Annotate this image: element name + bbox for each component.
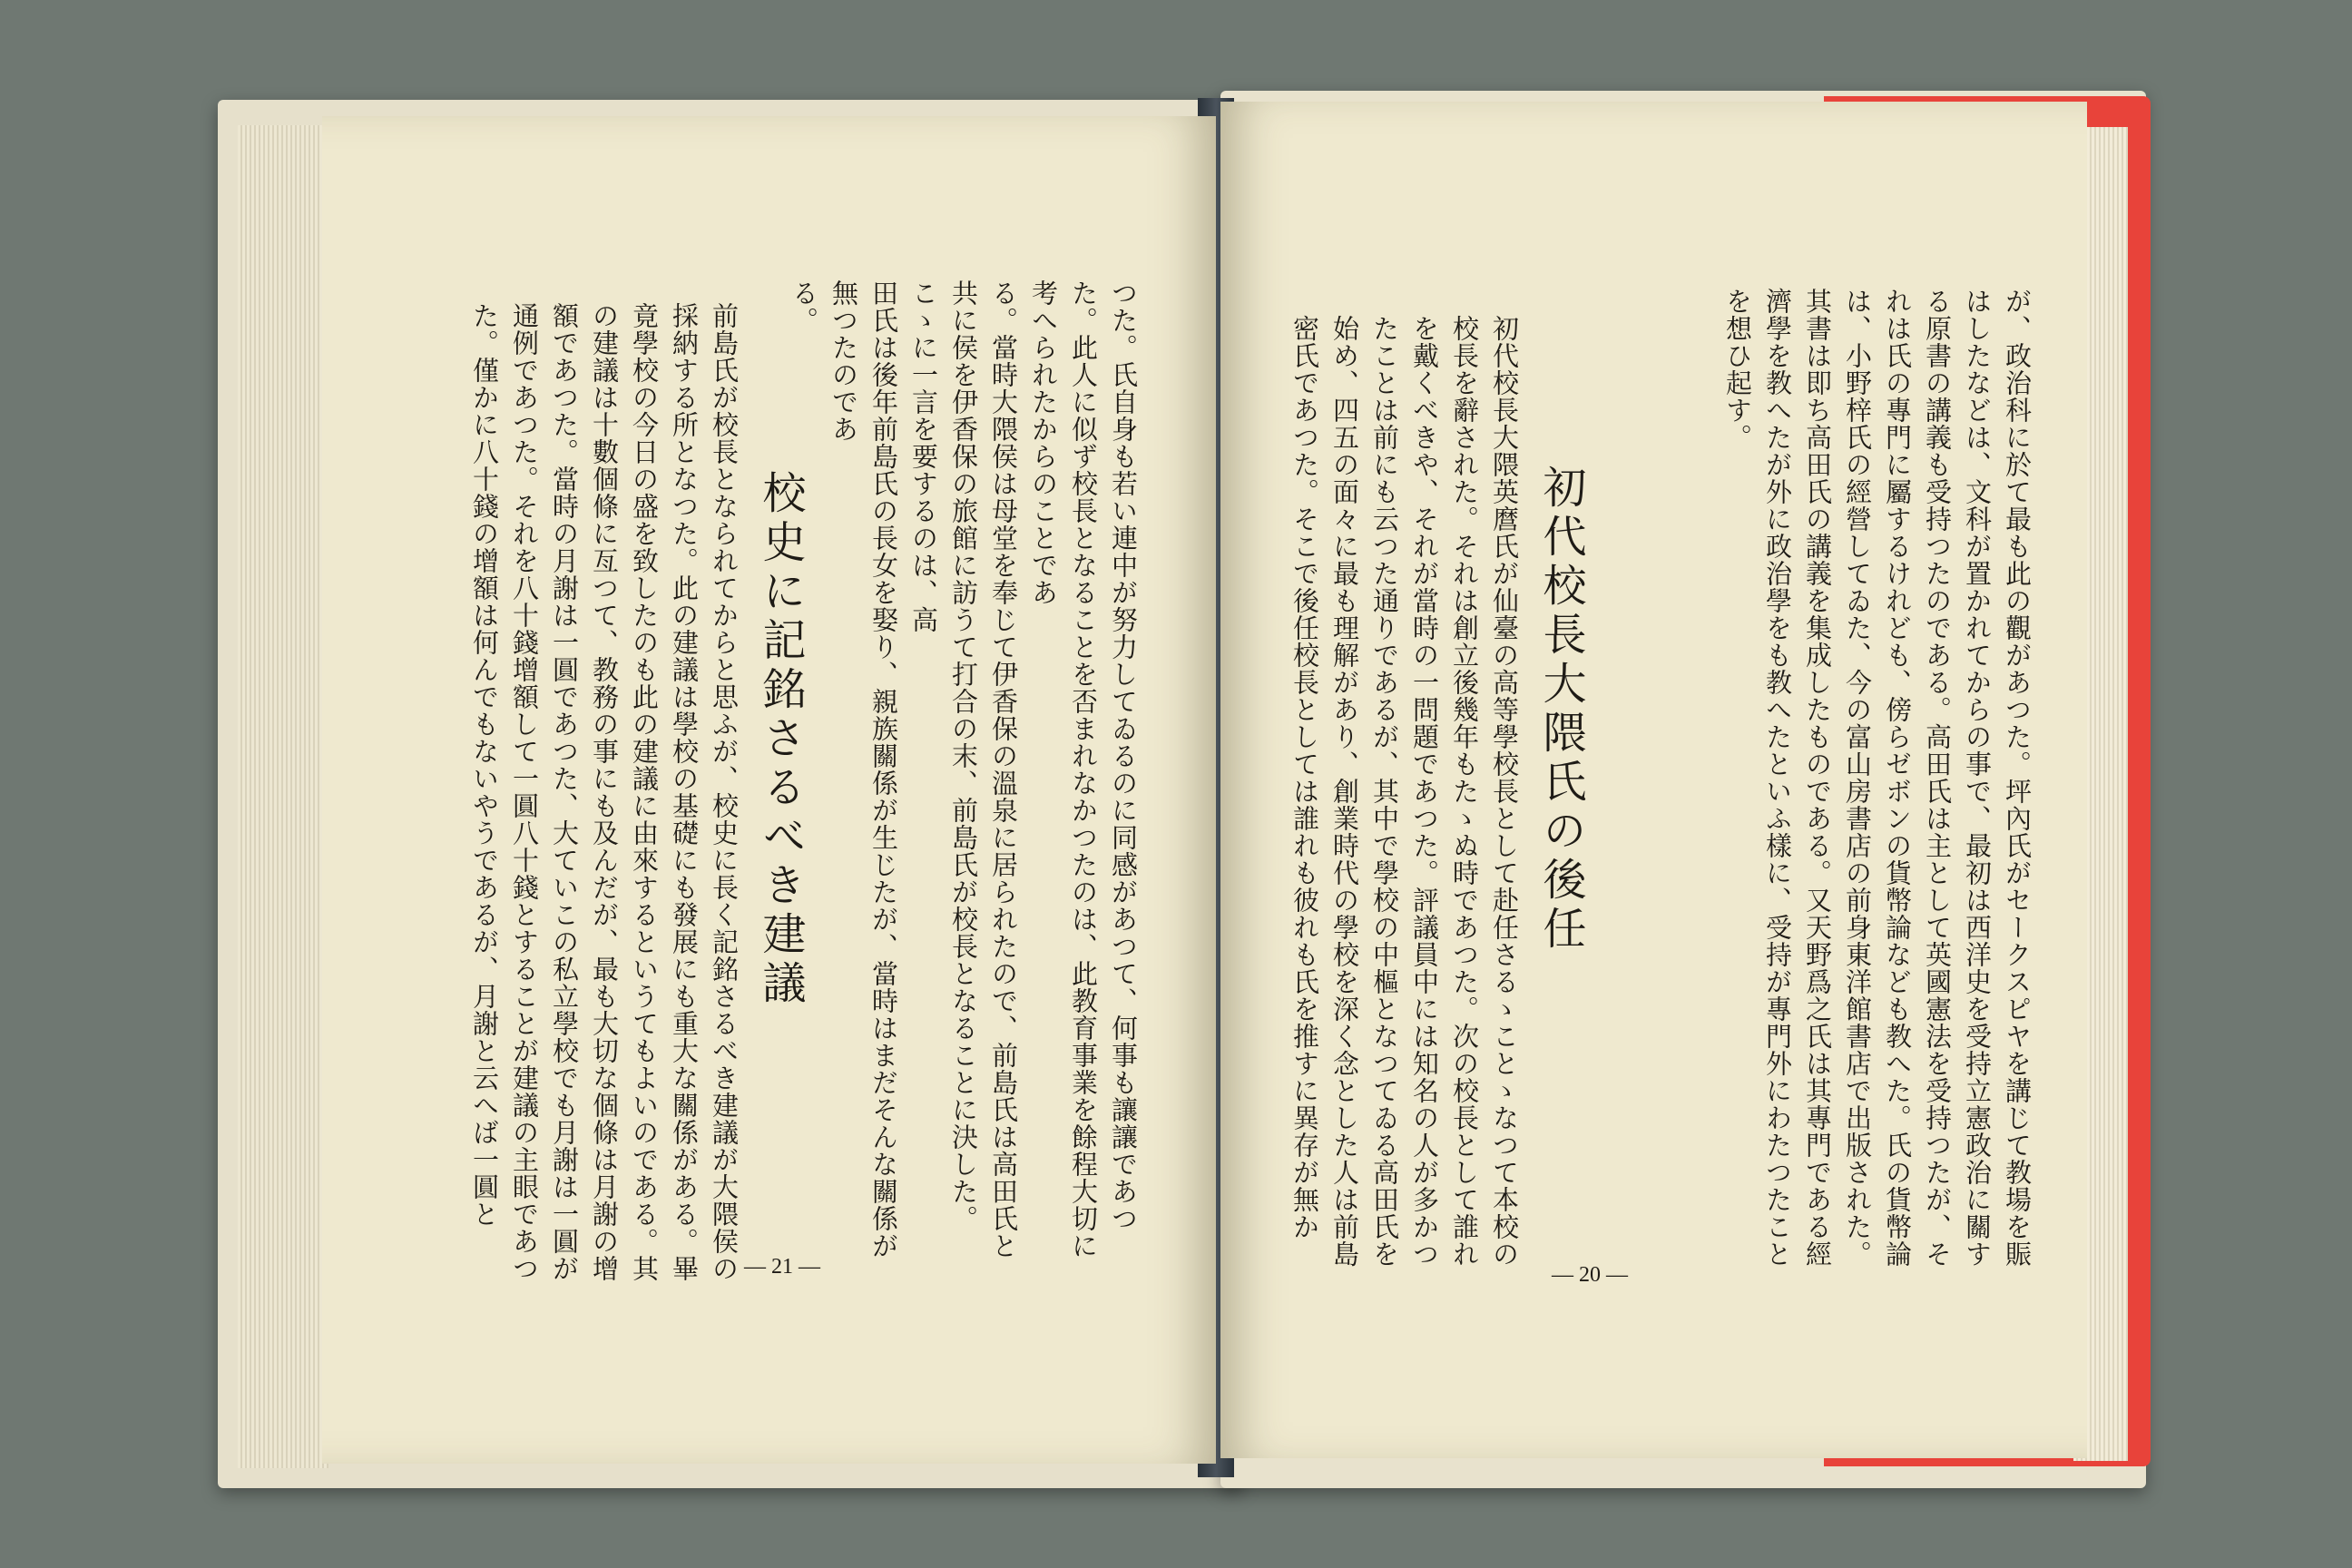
page-block-edge-left <box>238 125 328 1468</box>
left-column-1: つた。氏自身も若い連中が努力してゐるのに同感があつて、何事も讓讓であつた。此人に似ず校長となることを否まれなかつたのは、此教育事業を餘程大切に考へられたからのことであ <box>1028 279 1139 1259</box>
left-section-paragraph: 前島氏が校長となられてからと思ふが、校史に長く記銘さるべき建議が大隈侯の採納する所となつた。此の建議は學校の基礎にも發展にも重大な關係がある。畢竟學校の今日の盛を致したのも此の建議に由來するというてもよいのである。其の建議は十數個條に亙つて、教務の事にも及んだが、最も大切な個條は月謝の增額であつた。當時の月謝は一圓であつた、大ていこの私立學校でも月謝は一圓が通例であつた。それを八十錢增額して一圓八十錢とすることが建議の主眼であつた。僅かに八十錢の增額は何んでもないやうであるが、月謝と云へば一圓と <box>469 302 740 1282</box>
left-page-intro-text <box>784 279 1143 1278</box>
left-column-2: る。當時大隈侯は母堂を奉じて伊香保の溫泉に居られたので、前島氏は高田氏と共に侯を伊香保の旅館に訪うて打合の末、前島氏が校長となることに決した。こゝに一言を要するのは、高 <box>908 279 1019 1259</box>
page-20 <box>1220 102 2087 1458</box>
page-number-20: — 20 — <box>1552 1263 1628 1287</box>
page-21 <box>322 116 1216 1464</box>
left-page-section-text <box>469 302 744 1300</box>
page-number-21: — 21 — <box>744 1255 820 1279</box>
section-heading-left: 校史に記銘さるべき建議 <box>755 470 806 1009</box>
right-page-section-text: 初代校長大隈英麿氏が仙臺の高等學校長として赴任さるゝことゝなつて本校の校長を辭された。それは創立後幾年もたゝぬ時であつた。次の校長として誰れを戴くべきや、それが當時の一問題であつた。評議員中には知名の人が多かつたことは前にも云つた通りであるが、其中で學校の中樞となつてゐる高田氏を始め、四五の面々に最も理解があり、創業時代の學校を深く念とした人は前島密氏であつた。そこで後任校長としては誰れも彼れも氏を推すに異存が無か <box>1289 315 1520 1268</box>
left-column-4: る。 <box>789 279 819 334</box>
section-heading-right: 初代校長大隈氏の後任 <box>1535 465 1586 955</box>
right-page-top-text: が、政治科に於て最も此の觀があつた。坪內氏がセークスピヤを講じて教場を賑はしたなどは、文科が置かれてからの事で、最初は西洋史を受持立憲政治に關する原書の講義も受持つたのである。高田氏は主として英國憲法を受持つたが、それは氏の專門に屬するけれども、傍らゼボンの貨幣論なども教へた。氏の貨幣論は、小野梓氏の經營してゐた、今の富山房書店の前身東洋館書店で出版された。其書は即ち高田氏の講義を集成したものである。又天野爲之氏は其專門である經濟學を教へたが外に政治學をも教へたといふ樣に、受持が專門外にわたつたことを想ひ起す。 <box>1722 288 2033 1268</box>
left-column-3: 田氏は後年前島氏の長女を娶り、親族關係が生じたが、當時はまだそんな關係が無つたのであ <box>828 279 899 1259</box>
